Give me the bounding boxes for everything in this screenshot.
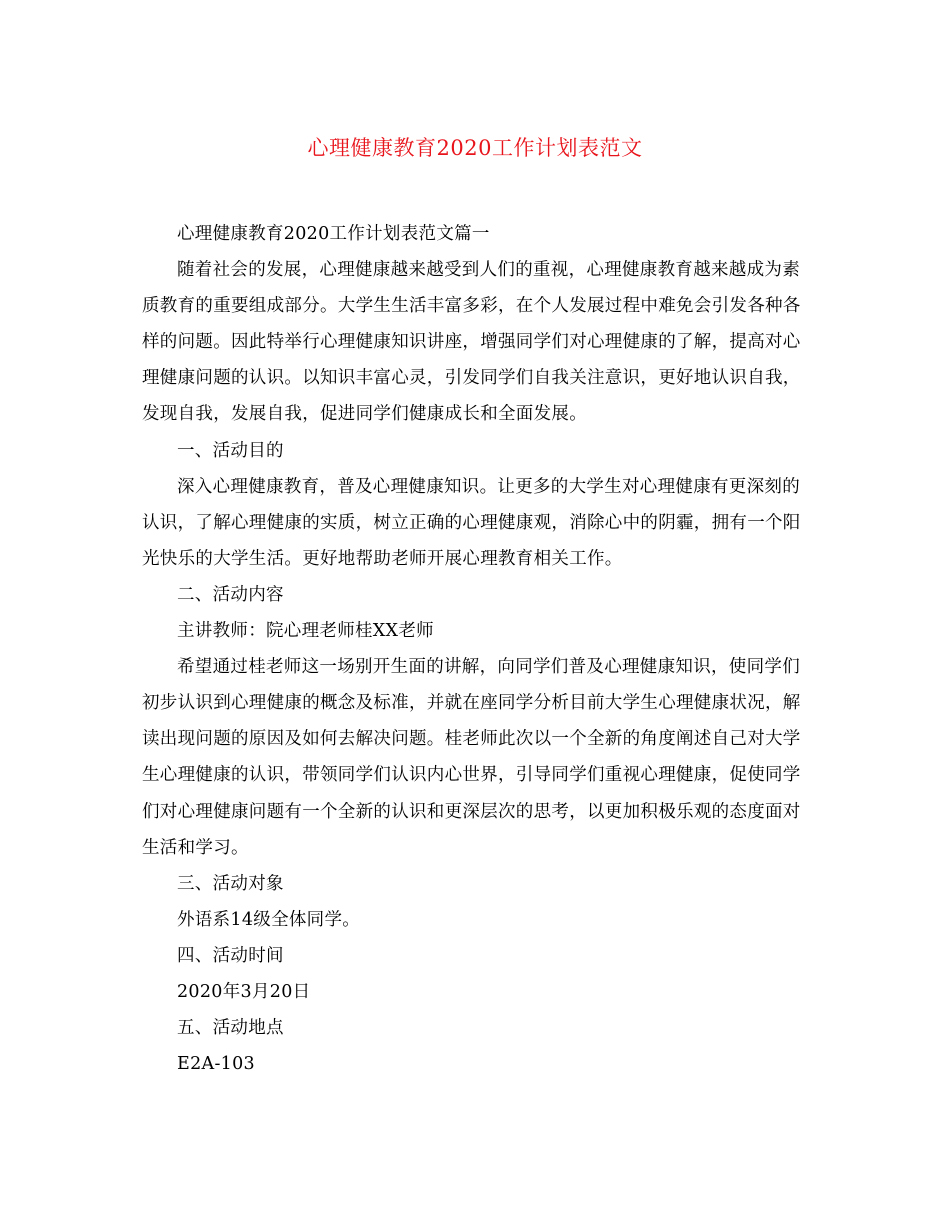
time-line: 2020年3月20日 xyxy=(177,981,311,1002)
heading-activity-location: 五、活动地点 xyxy=(177,1018,284,1039)
heading-activity-purpose: 一、活动目的 xyxy=(177,440,284,461)
heading-activity-time: 四、活动时间 xyxy=(177,945,284,966)
heading-activity-content: 二、活动内容 xyxy=(177,584,284,605)
audience-line: 外语系14级全体同学。 xyxy=(177,909,361,930)
intro-paragraph: 随着社会的发展，心理健康越来越受到人们的重视，心理健康教育越来越成为素质教育的重要组成部分。大学生生活丰富多彩，在个人发展过程中难免会引发各种各样的问题。因此特举行心理健康知识讲座，增强同学们对心理健康的了解，提高对心理健康问题的认识。以知识丰富心灵，引发同学们自我关注意识，更好地认识自我，发现自我，发展自我，促进同学们健康成长和全面发展。 xyxy=(142,260,801,425)
purpose-paragraph: 深入心理健康教育，普及心理健康知识。让更多的大学生对心理健康有更深刻的认识，了解心理健康的实质，树立正确的心理健康观，消除心中的阴霾，拥有一个阳光快乐的大学生活。更好地帮助老师开展心理教育相关工作。 xyxy=(142,476,801,569)
heading-activity-audience: 三、活动对象 xyxy=(177,873,284,894)
lecturer-line: 主讲教师：院心理老师桂XX老师 xyxy=(177,621,434,642)
document-title: 心理健康教育2020工作计划表范文 xyxy=(307,136,643,160)
content-paragraph: 希望通过桂老师这一场别开生面的讲解，向同学们普及心理健康知识，使同学们初步认识到心理健康的概念及标准，并就在座同学分析目前大学生心理健康状况，解读出现问题的原因及如何去解决问题。桂老师此次以一个全新的角度阐述自己对大学生心理健康的认识，带领同学们认识内心世界，引导同学们重视心理健康，促使同学们对心理健康问题有一个全新的认识和更深层次的思考，以更加积极乐观的态度面对生活和学习。 xyxy=(142,657,801,858)
document-body xyxy=(142,216,802,1082)
section-heading-part-one: 心理健康教育2020工作计划表范文篇一 xyxy=(177,224,490,244)
location-line: E2A-103 xyxy=(177,1054,255,1075)
